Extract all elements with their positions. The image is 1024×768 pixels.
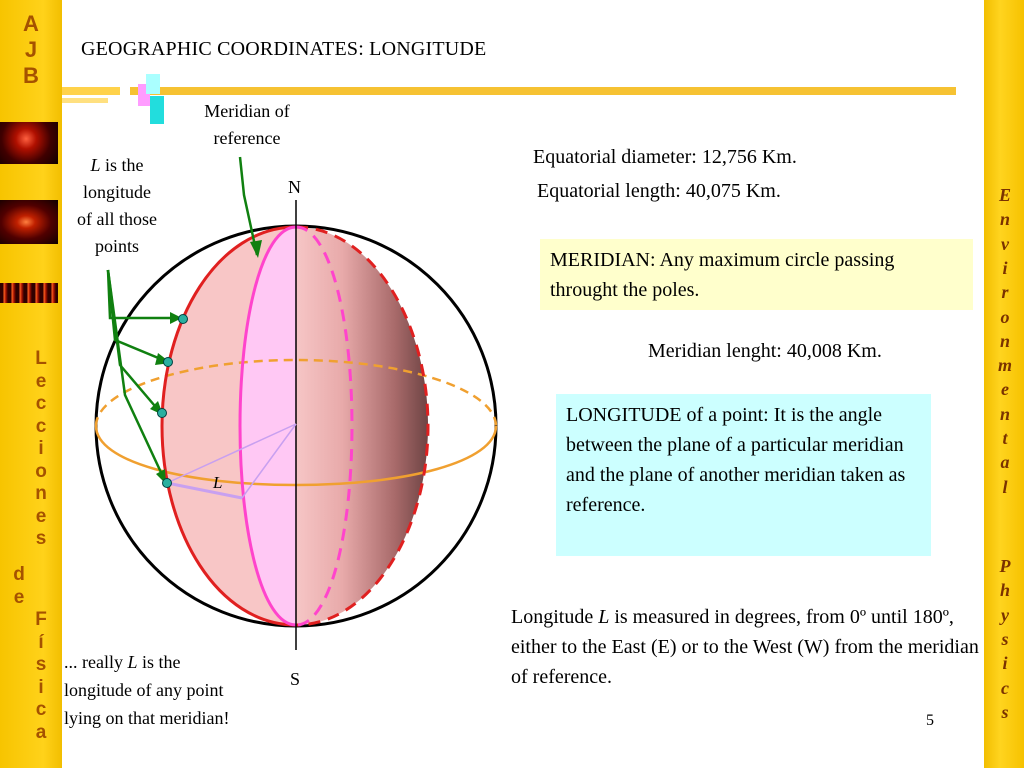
sidebar-letter: n xyxy=(35,483,47,504)
longitude-measure-rest: is measured in degrees, from 0º until 180º, either to the East (E) or to the West (W) from the meridian of reference. xyxy=(511,606,979,688)
sidebar-right-letter: r xyxy=(1001,282,1009,303)
l-label-line3: of all those xyxy=(77,209,157,229)
l-longitude-label xyxy=(58,152,176,260)
sidebar-letter: i xyxy=(38,438,44,459)
meridian-reference-label xyxy=(186,98,308,152)
sidebar-right-letter: o xyxy=(1000,306,1010,327)
south-label: S xyxy=(290,669,301,689)
sidebar-letter: e xyxy=(35,505,47,527)
sidebar-right-letter: t xyxy=(1002,428,1008,448)
sidebar-letter: o xyxy=(35,460,47,482)
page-number: 5 xyxy=(926,712,934,729)
sidebar-right-letter: i xyxy=(1002,257,1008,278)
meridian-term: MERIDIAN xyxy=(550,249,650,271)
angle-label: L xyxy=(213,473,223,492)
sidebar-letter: í xyxy=(38,631,44,653)
sidebar-letter: c xyxy=(35,699,47,720)
l-label-rest: is the xyxy=(100,155,144,175)
sidebar-right-letter: c xyxy=(1001,677,1009,698)
really-rest: is the xyxy=(137,652,181,672)
sidebar-letter: s xyxy=(35,528,47,549)
l-italic: L xyxy=(90,155,101,175)
really-italic: L xyxy=(127,652,138,672)
sidebar-right-letter: n xyxy=(999,403,1010,424)
l-label-line4: points xyxy=(94,236,139,256)
sidebar-right-letter: s xyxy=(1001,701,1009,722)
north-label: N xyxy=(288,177,301,197)
sidebar-letter: d xyxy=(13,564,25,585)
sidebar-letter: a xyxy=(35,721,47,743)
sidebar-letter: L xyxy=(35,348,47,369)
really-note xyxy=(64,648,294,732)
sidebar-letter: s xyxy=(35,654,47,675)
sidebar-letter: e xyxy=(13,586,25,608)
sidebar-right-letter: i xyxy=(1002,653,1008,674)
sidebar-right-letter: h xyxy=(999,580,1010,601)
really-line3: lying on that meridian! xyxy=(64,708,230,728)
meridian-reference-line2: reference xyxy=(213,128,281,148)
page-title: GEOGRAPHIC COORDINATES: LONGITUDE xyxy=(81,38,487,60)
meridian-length: Meridian lenght: 40,008 Km. xyxy=(648,340,882,362)
sidebar-right-letter: n xyxy=(999,209,1010,230)
logo-letter-j: J xyxy=(24,37,38,62)
sidebar-right-letter: P xyxy=(999,556,1011,576)
meridian-shaded-half xyxy=(296,227,428,625)
equatorial-diameter: Equatorial diameter: 12,756 Km. xyxy=(533,146,797,168)
equatorial-length: Equatorial length: 40,075 Km. xyxy=(537,180,781,202)
sidebar-letter: c xyxy=(35,393,47,414)
meridian-definition-box xyxy=(540,239,973,310)
sidebar-right-letter: y xyxy=(1001,604,1009,625)
sidebar-right-letter: l xyxy=(1002,476,1008,497)
longitude-measure-italic: L xyxy=(598,606,610,628)
sidebar-right-letter: m xyxy=(997,355,1012,376)
sidebar-right-letter: E xyxy=(998,185,1011,205)
l-label-line2: longitude xyxy=(83,182,151,202)
sidebar-right-letter: n xyxy=(999,330,1010,351)
sidebar-right-letter: a xyxy=(1000,452,1010,473)
sidebar-letter: F xyxy=(35,609,47,630)
longitude-definition-box: LONGITUDE of a point: It is the angle between the plane of a particular meridian and the plane of another meridian taken as reference. xyxy=(556,394,931,556)
sidebar-letter: c xyxy=(35,415,47,437)
sidebar-right-letter: e xyxy=(1001,379,1009,400)
sidebar-letter: e xyxy=(35,370,47,392)
really-prefix: ... really xyxy=(64,652,128,672)
meridian-definition: : Any maximum circle passing throught the poles. xyxy=(550,249,895,301)
longitude-measure-text xyxy=(511,602,981,692)
meridian-reference-line1: Meridian of xyxy=(204,101,290,121)
really-line2: longitude of any point xyxy=(64,680,224,700)
longitude-measure-prefix: Longitude xyxy=(511,606,599,628)
logo-letter-b: B xyxy=(23,63,39,88)
sidebar-right-letter: v xyxy=(1001,233,1009,254)
sidebar-letter: i xyxy=(38,676,44,698)
sidebar-right-letter: s xyxy=(1001,628,1009,649)
logo-letter-a: A xyxy=(23,11,39,36)
